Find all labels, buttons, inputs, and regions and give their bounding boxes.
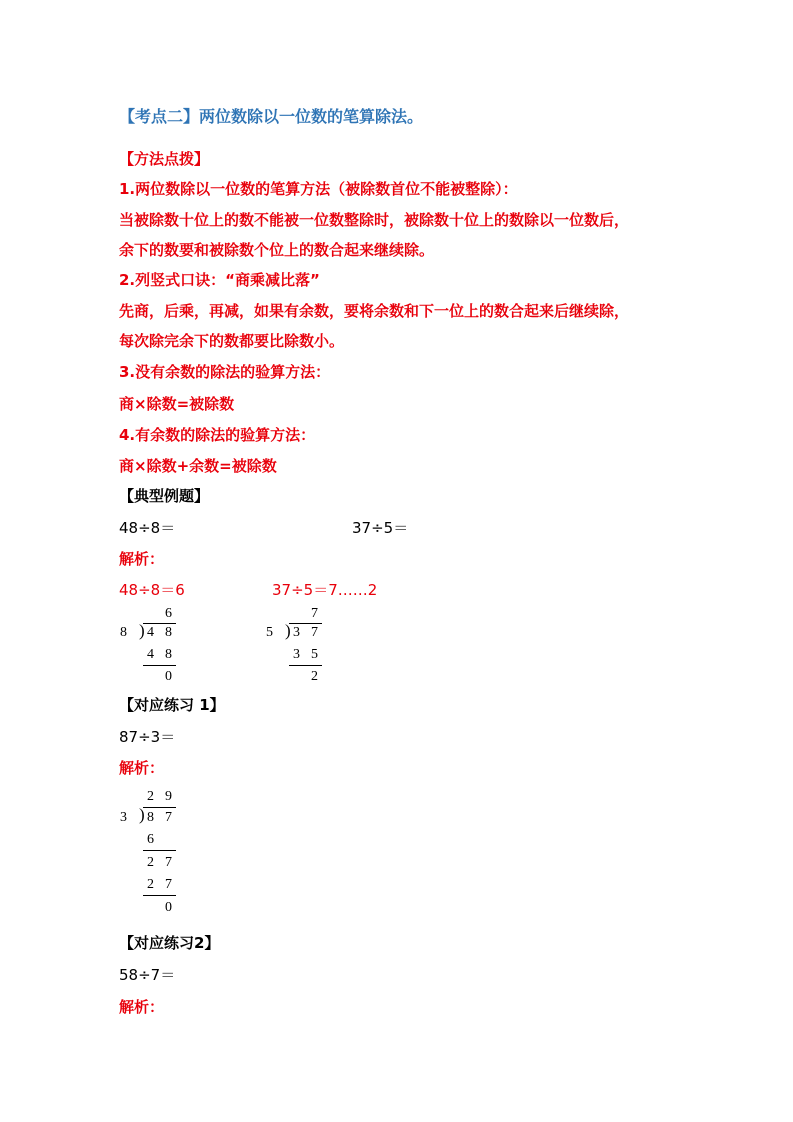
- method-point-4: 4.有余数的除法的验算方法：: [119, 426, 316, 444]
- practice-1-title: 【对应练习 1】: [119, 696, 225, 714]
- remainder: 0: [165, 669, 172, 684]
- first-product: 6: [147, 832, 154, 847]
- product-ones: 5: [311, 647, 318, 662]
- subtraction-line-2: [143, 895, 176, 896]
- subtraction-line-1: [143, 850, 176, 851]
- practice-2-analysis-label: 解析：: [119, 998, 165, 1016]
- second-product-ones: 7: [165, 877, 172, 892]
- practice-2-question: 58÷7＝: [119, 966, 176, 984]
- dividend-tens: 3: [293, 625, 300, 640]
- method-title: 【方法点拨】: [119, 150, 210, 168]
- method-point-3: 3.没有余数的除法的验算方法：: [119, 363, 331, 381]
- method-point-1: 1.两位数除以一位数的笔算方法（被除数首位不能被整除）：: [119, 180, 518, 198]
- dividend-tens: 4: [147, 625, 154, 640]
- method-point-1-line-a: 当被除数十位上的数不能被一位数整除时，被除数十位上的数除以一位数后，: [119, 211, 630, 229]
- division-bar: [143, 807, 176, 808]
- subtraction-line: [289, 665, 322, 666]
- product-tens: 4: [147, 647, 154, 662]
- example-analysis-label: 解析：: [119, 550, 165, 568]
- subtraction-line: [143, 665, 176, 666]
- quotient-digit: 6: [165, 606, 172, 621]
- product-ones: 8: [165, 647, 172, 662]
- method-point-3-formula: 商×除数=被除数: [119, 395, 235, 413]
- method-point-1-line-b: 余下的数要和被除数个位上的数合起来继续除。: [119, 241, 435, 259]
- partial-ones: 7: [165, 855, 172, 870]
- practice-1-analysis-label: 解析：: [119, 759, 165, 777]
- quotient-tens: 2: [147, 789, 154, 804]
- example-question-1: 48÷8＝: [119, 519, 176, 537]
- divisor: 5: [266, 625, 273, 640]
- quotient-digit: 7: [311, 606, 318, 621]
- division-bar: [143, 623, 176, 624]
- dividend-ones: 8: [165, 625, 172, 640]
- division-bar: [289, 623, 322, 624]
- division-bracket: ): [139, 621, 145, 640]
- example-question-2: 37÷5＝: [352, 519, 409, 537]
- division-bracket: ): [139, 805, 145, 824]
- divisor: 3: [120, 810, 127, 825]
- method-point-4-formula: 商×除数+余数=被除数: [119, 457, 277, 475]
- divisor: 8: [120, 625, 127, 640]
- remainder: 0: [165, 900, 172, 915]
- second-product-tens: 2: [147, 877, 154, 892]
- method-point-2-line-a: 先商，后乘，再减，如果有余数，要将余数和下一位上的数合起来后继续除，: [119, 302, 630, 320]
- product-tens: 3: [293, 647, 300, 662]
- example-answer-1: 48÷8＝6: [119, 581, 185, 599]
- quotient-ones: 9: [165, 789, 172, 804]
- dividend-ones: 7: [311, 625, 318, 640]
- division-bracket: ): [285, 621, 291, 640]
- method-point-2: 2.列竖式口诀：“商乘减比落”: [119, 271, 320, 289]
- dividend-tens: 8: [147, 810, 154, 825]
- partial-tens: 2: [147, 855, 154, 870]
- example-answer-2: 37÷5＝7……2: [272, 581, 378, 599]
- example-title: 【典型例题】: [119, 487, 210, 505]
- section-heading: 【考点二】两位数除以一位数的笔算除法。: [119, 107, 424, 126]
- practice-1-question: 87÷3＝: [119, 728, 176, 746]
- remainder: 2: [311, 669, 318, 684]
- dividend-ones: 7: [165, 810, 172, 825]
- method-point-2-line-b: 每次除完余下的数都要比除数小。: [119, 332, 345, 350]
- practice-2-title: 【对应练习2】: [119, 934, 220, 952]
